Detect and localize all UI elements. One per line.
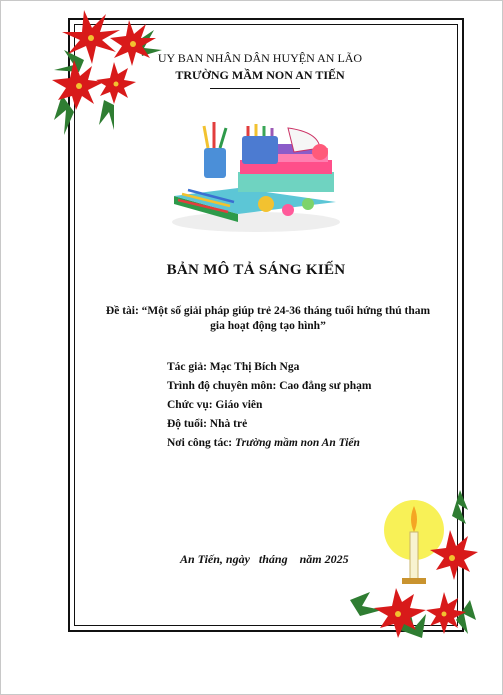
topic-block [88,304,448,334]
topic-line-1: Đề tài: “Một số giải pháp giúp trẻ 24-36 tháng tuổi hứng thú tham [105,305,431,317]
degree-line: Trình độ chuyên môn: Cao đẳng sư phạm [167,380,372,392]
topic-line-2: gia hoạt động tạo hình” [210,320,326,332]
position-line: Chức vụ: Giáo viên [167,399,263,411]
committee-name: UY BAN NHÂN DÂN HUYỆN AN LÃO [157,51,363,65]
candle-and-poinsettia-icon [340,480,480,650]
date-line: An Tiến, ngày tháng năm 2025 [180,552,349,566]
header-divider [210,88,300,89]
school-name: TRƯỜNG MẦM NON AN TIẾN [175,68,345,82]
author-line: Tác giả: Mạc Thị Bích Nga [167,361,300,373]
school-supplies-illustration [168,118,342,234]
document-header [150,50,370,84]
age-group-line: Độ tuổi: Nhà trẻ [167,418,248,430]
author-info [167,358,437,453]
workplace-value: Trường mầm non An Tiến [235,437,360,449]
workplace-line [167,434,437,453]
workplace-label: Nơi công tác: [167,437,236,449]
document-title: BẢN MÔ TẢ SÁNG KIẾN [166,262,346,278]
poinsettia-flowers-icon [44,0,164,150]
